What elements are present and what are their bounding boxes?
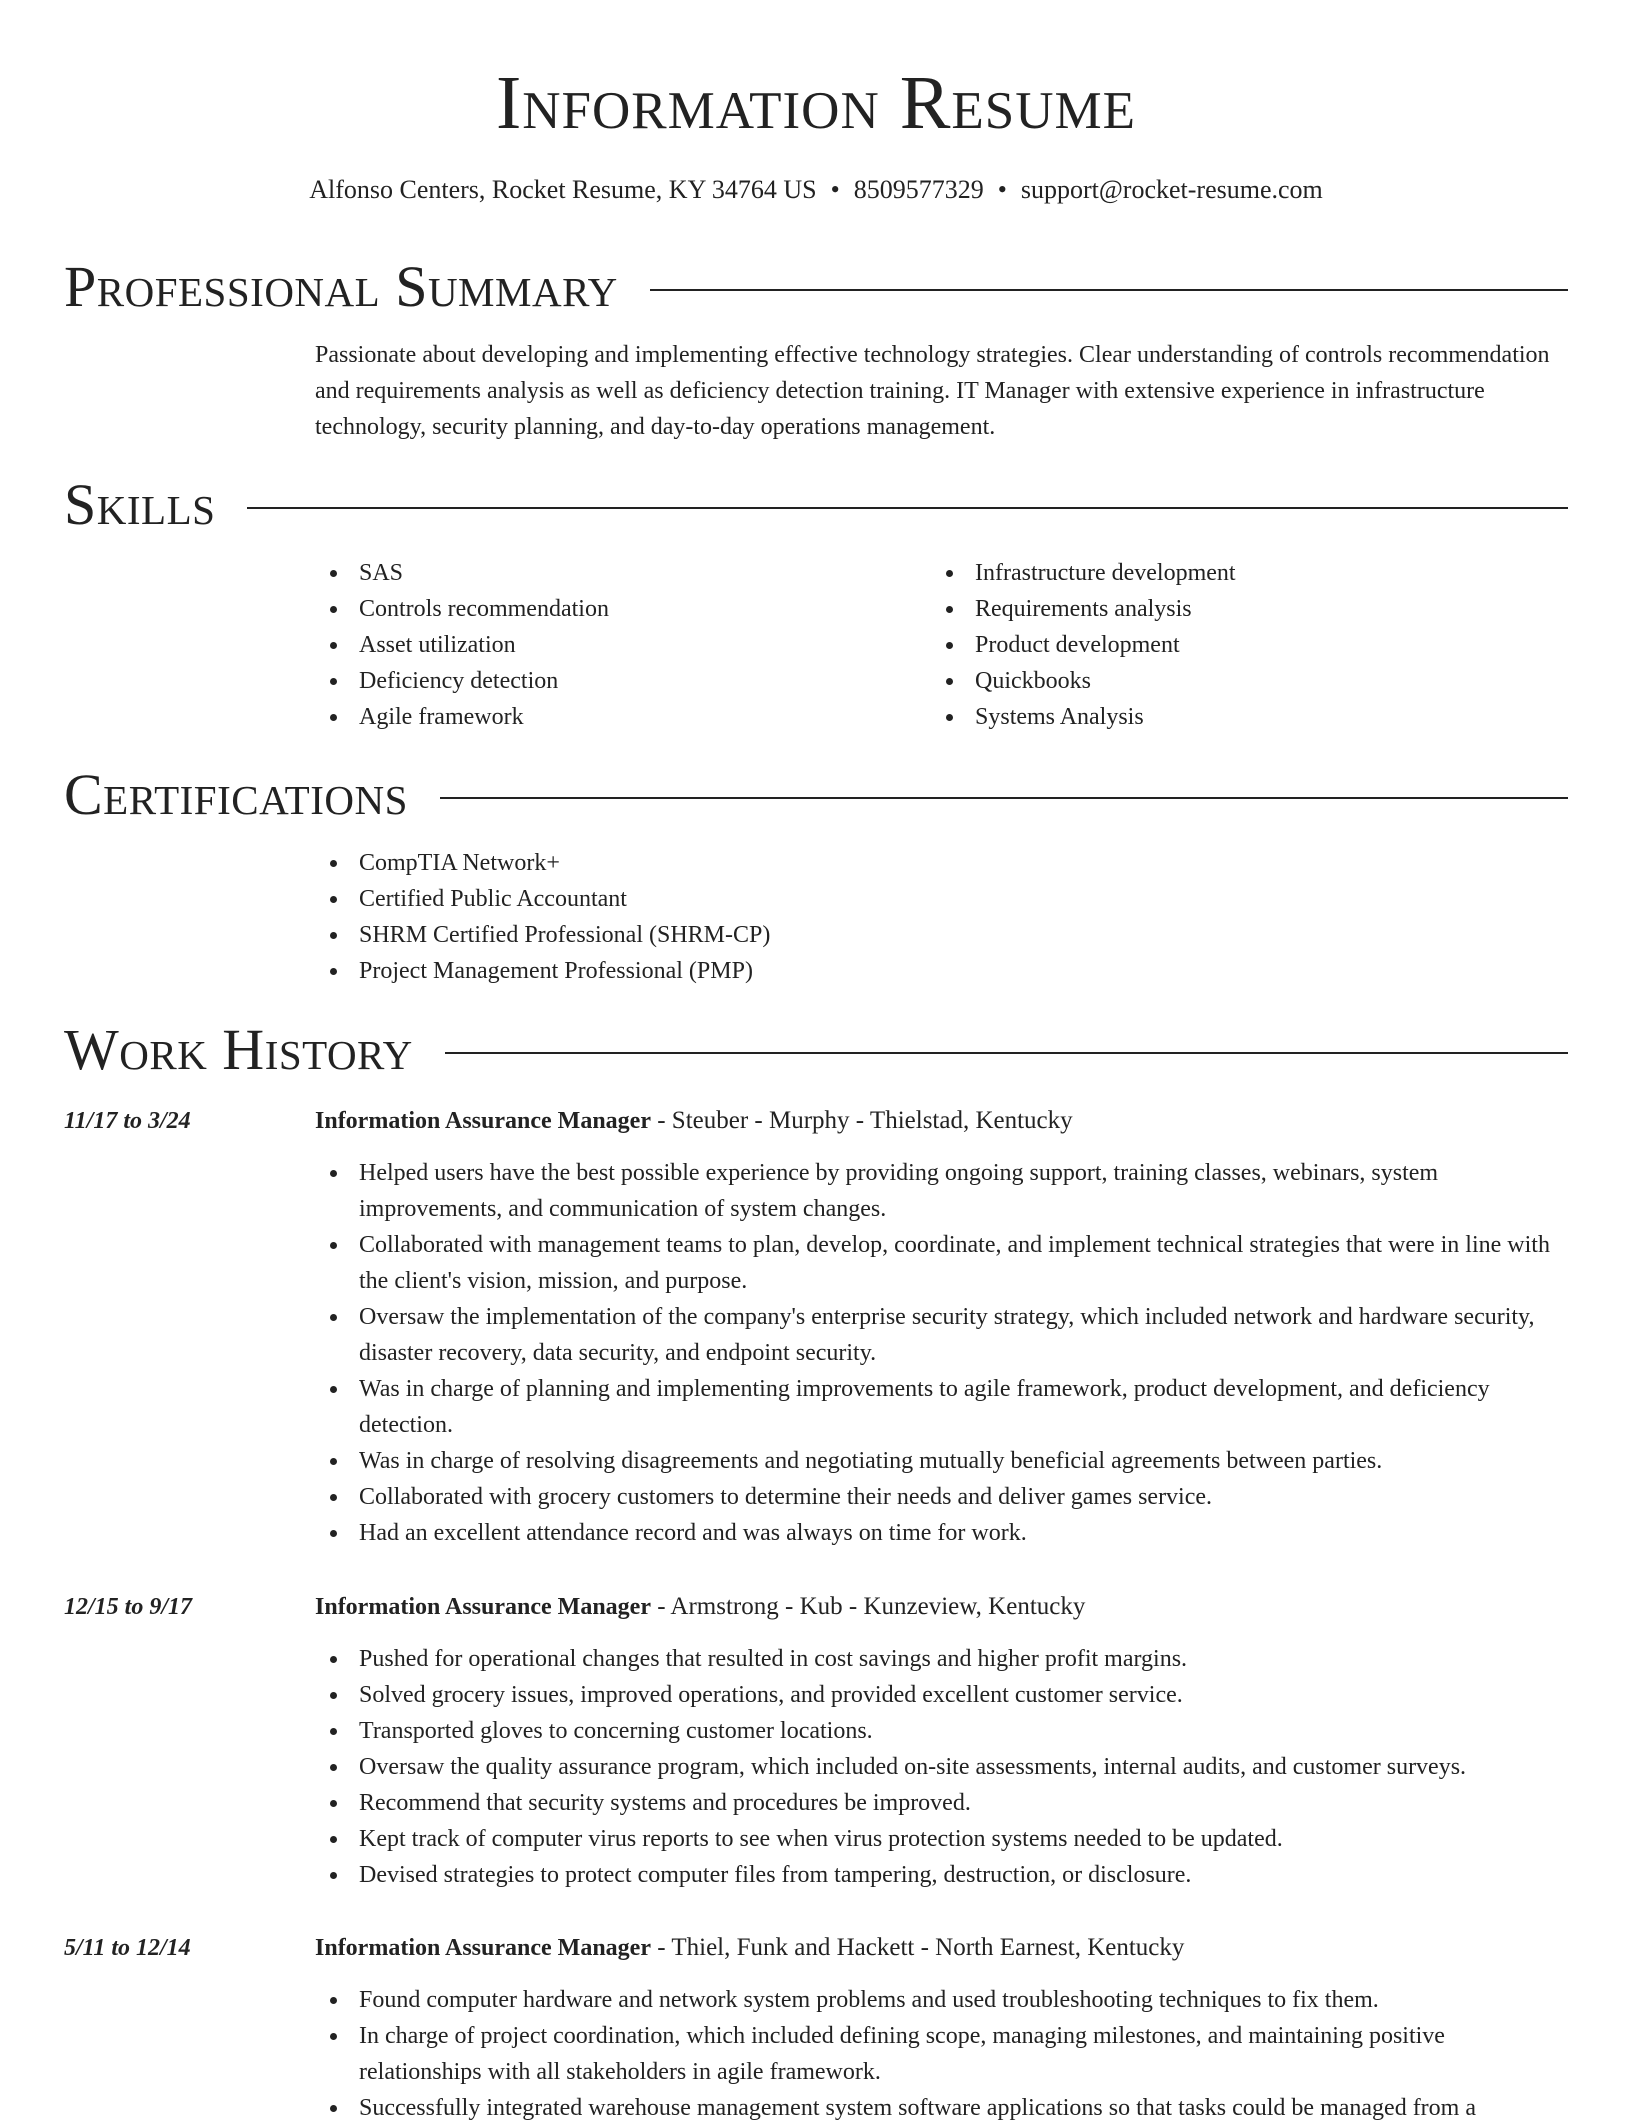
- job-bullet: Oversaw the implementation of the company's enterprise security strategy, which included network and hardware security, disaster recovery, data security, and endpoint security.: [315, 1299, 1568, 1371]
- contact-email: support@rocket-resume.com: [1020, 175, 1323, 204]
- skill-item: Product development: [931, 627, 1531, 663]
- job-company: - Armstrong - Kub - Kunzeview, Kentucky: [650, 1593, 1086, 1620]
- skills-list-right: [931, 555, 1531, 735]
- job-bullet: Collaborated with management teams to plan, develop, coordinate, and implement technical strategies that were in line with the client's vision, mission, and purpose.: [315, 1227, 1568, 1299]
- certification-item: Project Management Professional (PMP): [315, 953, 1515, 989]
- job-bullet: Pushed for operational changes that resulted in cost savings and higher profit margins.: [315, 1641, 1568, 1677]
- job-bullet: Had an excellent attendance record and was always on time for work.: [315, 1515, 1568, 1551]
- job-dates: 5/11 to 12/14: [64, 1935, 191, 1961]
- certification-item: CompTIA Network+: [315, 845, 1515, 881]
- job-title-line: [315, 1103, 1073, 1139]
- job-dates: 11/17 to 3/24: [64, 1108, 191, 1134]
- section-divider: [650, 289, 1568, 291]
- skill-item: Deficiency detection: [315, 663, 915, 699]
- job-bullets: [315, 1155, 1568, 1551]
- job-bullet: Recommend that security systems and procedures be improved.: [315, 1785, 1568, 1821]
- work-history-heading: Work History: [64, 1017, 413, 1082]
- certifications-heading: Certifications: [64, 762, 408, 827]
- skills-heading: Skills: [64, 472, 216, 537]
- job-bullet: Successfully integrated warehouse management system software applications so that tasks could be managed from a: [315, 2090, 1568, 2126]
- certifications-section-header: [64, 760, 1568, 830]
- skill-item: Infrastructure development: [931, 555, 1531, 591]
- job-bullet: Found computer hardware and network system problems and used troubleshooting techniques to fix them.: [315, 1982, 1568, 2018]
- skill-item: SAS: [315, 555, 915, 591]
- job-bullet: Transported gloves to concerning customer locations.: [315, 1713, 1568, 1749]
- job-bullets: [315, 1641, 1568, 1893]
- section-divider: [445, 1052, 1568, 1054]
- job-title-line: [315, 1930, 1184, 1966]
- job-bullet: Kept track of computer virus reports to see when virus protection systems needed to be updated.: [315, 1821, 1568, 1857]
- skill-item: Systems Analysis: [931, 699, 1531, 735]
- summary-heading: Professional Summary: [64, 254, 618, 319]
- job-bullet: Helped users have the best possible experience by providing ongoing support, training classes, webinars, system improvements, and communication of system changes.: [315, 1155, 1568, 1227]
- job-title-line: [315, 1589, 1085, 1625]
- job-bullets: [315, 1982, 1568, 2126]
- contact-line: [0, 172, 1632, 208]
- certification-item: SHRM Certified Professional (SHRM-CP): [315, 917, 1515, 953]
- job-company: - Steuber - Murphy - Thielstad, Kentucky: [650, 1107, 1073, 1134]
- job-bullet: Oversaw the quality assurance program, which included on-site assessments, internal audits, and customer surveys.: [315, 1749, 1568, 1785]
- job-bullet: In charge of project coordination, which included defining scope, managing milestones, and maintaining positive relationships with all stakeholders in agile framework.: [315, 2018, 1568, 2090]
- contact-phone: 8509577329: [853, 175, 984, 204]
- skill-item: Agile framework: [315, 699, 915, 735]
- resume-name: Information Resume: [495, 61, 1137, 145]
- section-divider: [440, 797, 1568, 799]
- contact-address: Alfonso Centers, Rocket Resume, KY 34764 US: [309, 175, 817, 204]
- skills-section-header: [64, 470, 1568, 540]
- job-company: - Thiel, Funk and Hackett - North Earnest, Kentucky: [650, 1934, 1185, 1961]
- job-title: Information Assurance Manager: [315, 1108, 651, 1134]
- work-history-section-header: [64, 1015, 1568, 1085]
- job-bullet: Devised strategies to protect computer files from tampering, destruction, or disclosure.: [315, 1857, 1568, 1893]
- certification-item: Certified Public Accountant: [315, 881, 1515, 917]
- skill-item: Quickbooks: [931, 663, 1531, 699]
- certifications-list: [315, 845, 1515, 989]
- job-bullet: Was in charge of resolving disagreements and negotiating mutually beneficial agreements between parties.: [315, 1443, 1568, 1479]
- skills-list-left: [315, 555, 915, 735]
- skill-item: Asset utilization: [315, 627, 915, 663]
- job-title: Information Assurance Manager: [315, 1935, 651, 1961]
- job-bullet: Collaborated with grocery customers to determine their needs and deliver games service.: [315, 1479, 1568, 1515]
- summary-section-header: [64, 252, 1568, 322]
- job-bullet: Solved grocery issues, improved operations, and provided excellent customer service.: [315, 1677, 1568, 1713]
- skill-item: Requirements analysis: [931, 591, 1531, 627]
- job-bullet: Was in charge of planning and implementing improvements to agile framework, product development, and deficiency detection.: [315, 1371, 1568, 1443]
- summary-text: Passionate about developing and implementing effective technology strategies. Clear understanding of controls recommendation and requirements analysis as well as deficiency detection training. IT Manager with extensive experience in infrastructure technology, security planning, and day-to-day operations management.: [315, 342, 1550, 440]
- contact-separator: •: [997, 175, 1007, 204]
- skill-item: Controls recommendation: [315, 591, 915, 627]
- contact-separator: •: [830, 175, 840, 204]
- section-divider: [247, 507, 1568, 509]
- job-title: Information Assurance Manager: [315, 1594, 651, 1620]
- job-dates: 12/15 to 9/17: [64, 1594, 193, 1620]
